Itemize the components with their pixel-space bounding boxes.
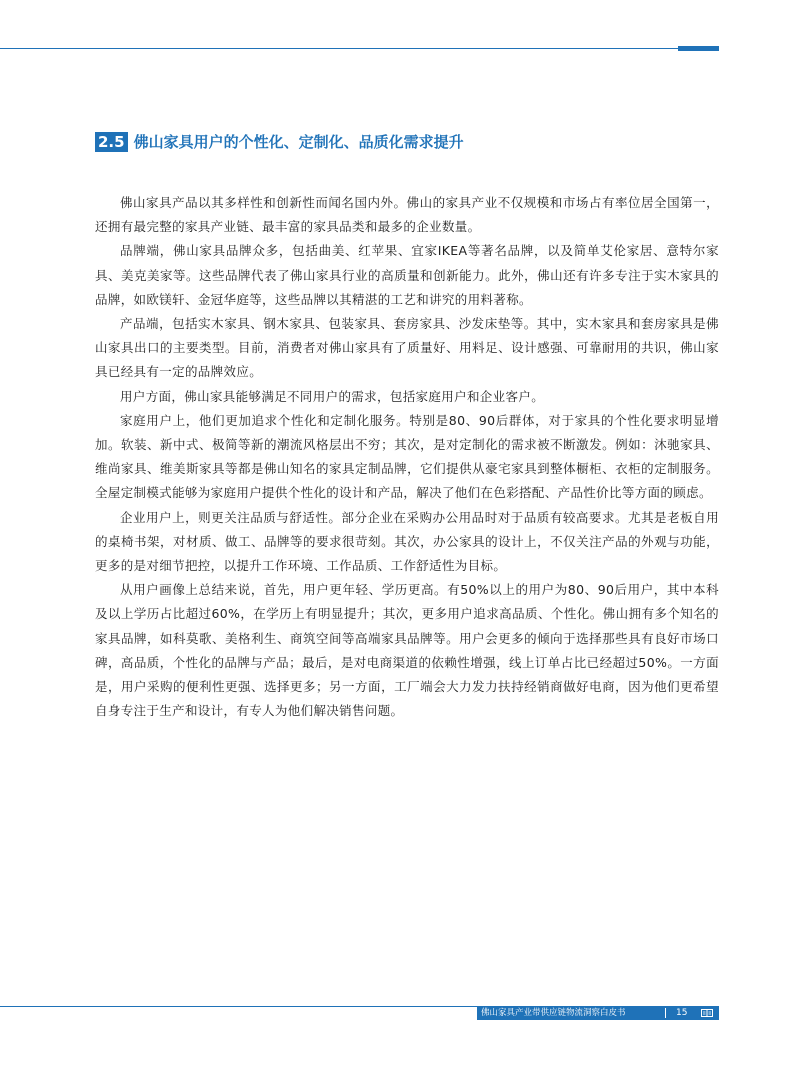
header-accent-bar (678, 46, 719, 51)
body-text (95, 191, 719, 723)
paragraph-product: 产品端，包括实木家具、钢木家具、包装家具、套房家具、沙发床垫等。其中，实木家具和套房家具是佛山家具出口的主要类型。目前，消费者对佛山家具有了质量好、用料足、设计感强、可靠耐用的共识，佛山家具已经具有一定的品牌效应。 (95, 316, 719, 380)
footer-divider (665, 1008, 666, 1018)
section-number-badge: 2.5 (95, 132, 128, 152)
footer-bar (477, 1006, 719, 1020)
paragraph-household-users: 家庭用户上，他们更加追求个性化和定制化服务。特别是80、90后群体，对于家具的个性化要求明显增加。软装、新中式、极简等新的潮流风格层出不穷；其次，是对定制化的需求被不断激发。例如：沐驰家具、维尚家具、维美斯家具等都是佛山知名的家具定制品牌，它们提供从豪宅家具到整体橱柜、衣柜的定制服务。全屋定制模式能够为家庭用户提供个性化的设计和产品，解决了他们在色彩搭配、产品性价比等方面的顾虑。 (95, 412, 719, 501)
paragraph-brand: 品牌端，佛山家具品牌众多，包括曲美、红苹果、宜家IKEA等著名品牌，以及简单艾伦家居、意特尔家具、美克美家等。这些品牌代表了佛山家具行业的高质量和创新能力。此外，佛山还有许多专注于实木家具的品牌，如欧镁轩、金冠华庭等，这些品牌以其精湛的工艺和讲究的用料著称。 (95, 243, 719, 307)
paragraph-users: 用户方面，佛山家具能够满足不同用户的需求，包括家庭用户和企业客户。 (120, 388, 545, 404)
paragraph-user-profile: 从用户画像上总结来说，首先，用户更年轻、学历更高。有50%以上的用户为80、90后用户，其中本科及以上学历占比超过60%，在学历上有明显提升；其次，更多用户追求高品质、个性化。佛山拥有多个知名的家具品牌，如科莫歌、美格利生、商筑空间等高端家具品牌等。用户会更多的倾向于选择那些具有良好市场口碑，高品质，个性化的品牌与产品；最后，是对电商渠道的依赖性增强，线上订单占比已经超过50%。一方面是，用户采购的便利性更强、选择更多；另一方面，工厂端会大力发力扶持经销商做好电商，因为他们更希望自身专注于生产和设计，有专人为他们解决销售问题。 (95, 582, 719, 719)
page-number: 15 (676, 1008, 688, 1018)
header-rule (0, 48, 678, 49)
footer-publication-title: 佛山家具产业带供应链物流洞察白皮书 (481, 1008, 626, 1018)
book-icon (701, 1009, 713, 1017)
section-heading (95, 131, 464, 153)
paragraph-enterprise-users: 企业用户上，则更关注品质与舒适性。部分企业在采购办公用品时对于品质有较高要求。尤其是老板自用的桌椅书架，对材质、做工、品牌等的要求很苛刻。其次，办公家具的设计上，不仅关注产品的外观与功能，更多的是对细节把控，以提升工作环境、工作品质、工作舒适性为目标。 (95, 509, 719, 574)
section-title: 佛山家具用户的个性化、定制化、品质化需求提升 (133, 133, 464, 151)
footer-rule (0, 1006, 480, 1007)
paragraph-intro: 佛山家具产品以其多样性和创新性而闻名国内外。佛山的家具产业不仅规模和市场占有率位居全国第一，还拥有最完整的家具产业链、最丰富的家具品类和最多的企业数量。 (95, 195, 719, 235)
